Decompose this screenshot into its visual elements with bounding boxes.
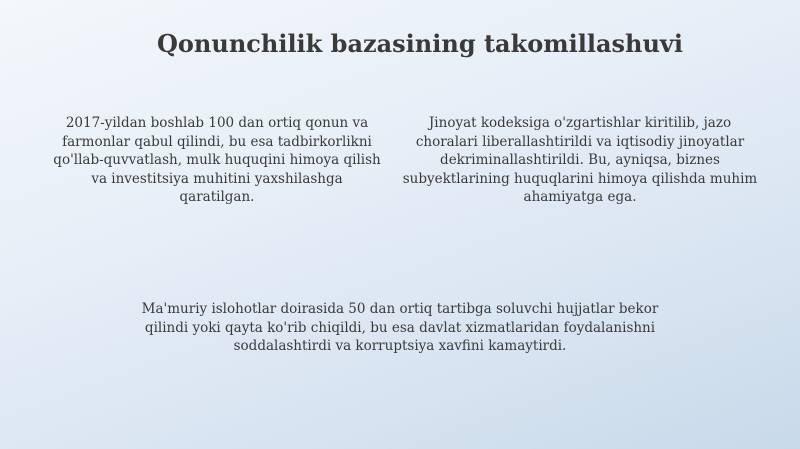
paragraph-administrative-reforms: Ma'muriy islohotlar doirasida 50 dan ortiq tartibga soluvchi hujjatlar bekor qilindi yoki qayta ko'rib chiqildi, bu esa davlat xizmatlaridan foydalanishni soddalashtirdi va korruptsiya xavfini kamaytirdi. bbox=[141, 301, 659, 354]
paragraph-legislation: 2017-yildan boshlab 100 dan ortiq qonun va farmonlar qabul qilindi, bu esa tadbirkorlikni qo'llab-quvvatlash, mulk huquqini himoya qilish va investitsiya muhitini yaxshilashga qaratilgan. bbox=[53, 115, 381, 205]
slide-title: Qonunchilik bazasining takomillashuvi bbox=[157, 29, 683, 58]
paragraph-criminal-code: Jinoyat kodeksiga o'zgartishlar kiritilib, jazo choralari liberallashtirildi va iqtisodiy jinoyatlar dekriminallashtirildi. Bu, ayniqsa, biznes subyektlarining huquqlarini himoya qilishda muhim ahamiyatga ega. bbox=[402, 115, 758, 205]
